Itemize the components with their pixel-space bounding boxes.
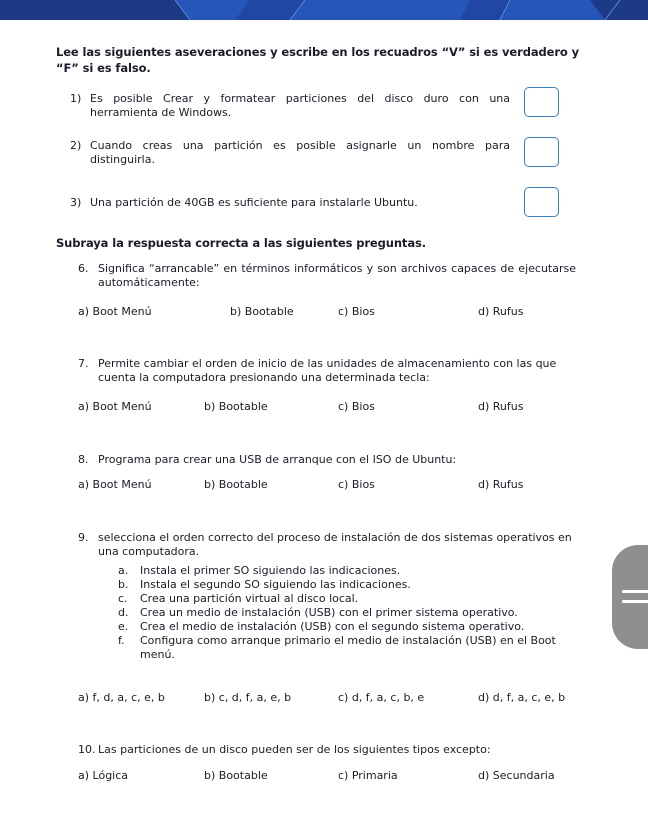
q10-option-c[interactable]: c) Primaria <box>338 769 398 782</box>
section1-heading: Lee las siguientes aseveraciones y escribe en los recuadros “V” si es verdadero y “F” si es falso. <box>56 45 579 75</box>
q6-option-b[interactable]: b) Bootable <box>230 305 294 318</box>
header-band <box>0 0 648 20</box>
tf-item-number: 3) <box>70 196 82 209</box>
step-letter: d. <box>118 606 129 619</box>
question-7 <box>78 357 576 385</box>
step-letter: e. <box>118 620 129 633</box>
q9-option-d[interactable]: d) d, f, a, c, e, b <box>478 691 566 704</box>
step-text: Configura como arranque primario el medio de instalación (USB) en el Boot menú. <box>140 634 556 661</box>
step-text: Instala el segundo SO siguiendo las indicaciones. <box>140 578 411 591</box>
q7-option-a[interactable]: a) Boot Menú <box>78 400 152 413</box>
list-item <box>118 578 580 592</box>
q6-option-c[interactable]: c) Bios <box>338 305 375 318</box>
tf-item-text: Es posible Crear y formatear particiones del disco duro con una herramienta de Windows. <box>90 92 510 119</box>
tf-answer-box-2[interactable] <box>524 137 559 167</box>
question-text: selecciona el orden correcto del proceso de instalación de dos sistemas operativos en una computadora. <box>98 531 572 558</box>
section2-heading: Subraya la respuesta correcta a las siguientes preguntas. <box>56 236 426 250</box>
question-text: Significa “arrancable” en términos informáticos y son archivos capaces de ejecutarse automáticamente: <box>98 262 576 289</box>
question-text: Programa para crear una USB de arranque con el ISO de Ubuntu: <box>98 453 457 466</box>
q8-option-d[interactable]: d) Rufus <box>478 478 524 491</box>
q9-option-b[interactable]: b) c, d, f, a, e, b <box>204 691 292 704</box>
question-text: Las particiones de un disco pueden ser de los siguientes tipos excepto: <box>98 743 491 756</box>
menu-lines-icon <box>622 600 648 603</box>
tf-item-number: 1) <box>70 92 82 105</box>
list-item <box>118 606 580 620</box>
q7-option-d[interactable]: d) Rufus <box>478 400 524 413</box>
q7-option-c[interactable]: c) Bios <box>338 400 375 413</box>
q10-option-d[interactable]: d) Secundaria <box>478 769 555 782</box>
step-text: Crea un medio de instalación (USB) con el primer sistema operativo. <box>140 606 518 619</box>
question-number: 8. <box>78 453 89 466</box>
q8-option-a[interactable]: a) Boot Menú <box>78 478 152 491</box>
tf-item-text: Una partición de 40GB es suficiente para instalarle Ubuntu. <box>90 196 418 209</box>
q6-option-a[interactable]: a) Boot Menú <box>78 305 152 318</box>
q7-option-b[interactable]: b) Bootable <box>204 400 268 413</box>
question-number: 7. <box>78 357 89 370</box>
step-text: Crea una partición virtual al disco local. <box>140 592 359 605</box>
question-number: 6. <box>78 262 89 275</box>
question-9 <box>78 531 578 559</box>
tf-answer-box-3[interactable] <box>524 187 559 217</box>
tf-item-2 <box>70 139 510 167</box>
tf-item-3 <box>70 196 510 210</box>
question-number: 9. <box>78 531 89 544</box>
q9-option-c[interactable]: c) d, f, a, c, b, e <box>338 691 425 704</box>
menu-lines-icon <box>622 590 648 593</box>
q8-option-c[interactable]: c) Bios <box>338 478 375 491</box>
q10-option-a[interactable]: a) Lógica <box>78 769 129 782</box>
q8-option-b[interactable]: b) Bootable <box>204 478 268 491</box>
q10-option-b[interactable]: b) Bootable <box>204 769 268 782</box>
tf-item-number: 2) <box>70 139 82 152</box>
question-text: Permite cambiar el orden de inicio de las unidades de almacenamiento con las que cuenta la computadora presionando una determinada tecla: <box>98 357 557 384</box>
list-item <box>118 634 580 662</box>
step-text: Instala el primer SO siguiendo las indicaciones. <box>140 564 401 577</box>
q9-option-a[interactable]: a) f, d, a, c, e, b <box>78 691 165 704</box>
list-item <box>118 564 580 578</box>
list-item <box>118 592 580 606</box>
q6-option-d[interactable]: d) Rufus <box>478 305 524 318</box>
question-8 <box>78 453 576 467</box>
list-item <box>118 620 580 634</box>
step-letter: c. <box>118 592 128 605</box>
question-10 <box>78 743 576 757</box>
step-letter: f. <box>118 634 125 647</box>
tf-item-text: Cuando creas una partición es posible asignarle un nombre para distinguirla. <box>90 139 510 166</box>
tf-answer-box-1[interactable] <box>524 87 559 117</box>
question-number: 10. <box>78 743 96 756</box>
step-text: Crea el medio de instalación (USB) con el segundo sistema operativo. <box>140 620 525 633</box>
step-letter: b. <box>118 578 129 591</box>
question-6 <box>78 262 576 290</box>
step-letter: a. <box>118 564 129 577</box>
side-menu-tab[interactable] <box>612 545 648 649</box>
q9-steps-list <box>118 564 580 662</box>
tf-item-1 <box>70 92 510 120</box>
